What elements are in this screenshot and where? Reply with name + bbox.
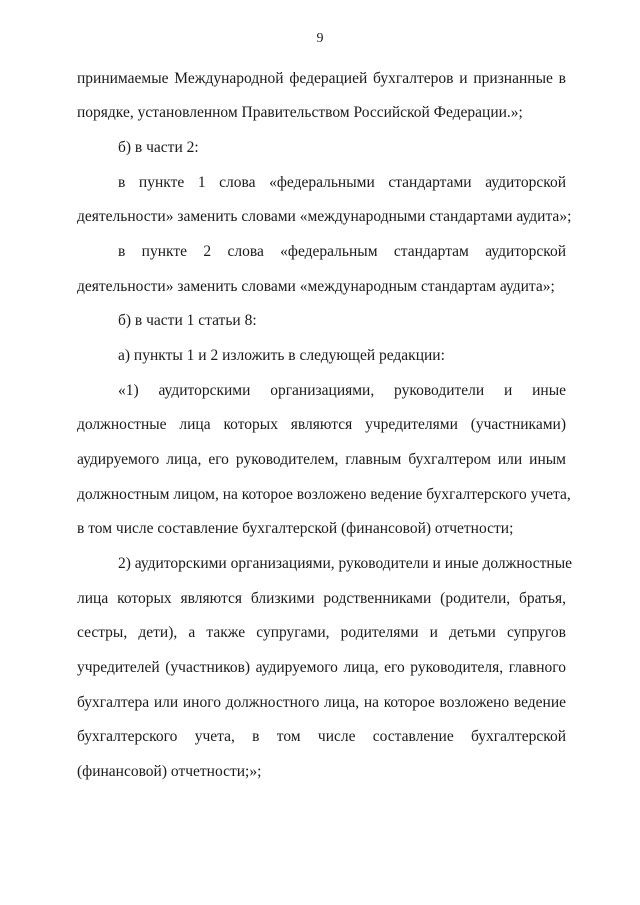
text-line: аудируемого лица, его руководителем, главным бухгалтером или иным — [77, 451, 566, 468]
text-line: (финансовой) отчетности;»; — [77, 763, 262, 780]
text-line: б) в части 2: — [118, 139, 199, 156]
text-line: сестры, дети), а также супругами, родителями и детьми супругов — [77, 624, 566, 641]
text-line: а) пункты 1 и 2 изложить в следующей редакции: — [118, 347, 445, 364]
text-line: должностные лица которых являются учредителями (участниками) — [77, 416, 566, 433]
text-line: принимаемые Международной федерацией бухгалтеров и признанные в — [77, 70, 566, 87]
text-line: в том числе составление бухгалтерской (финансовой) отчетности; — [77, 520, 514, 537]
text-line: «1) аудиторскими организациями, руководители и иные — [118, 382, 566, 399]
text-line: деятельности» заменить словами «международными стандартами аудита»; — [77, 208, 572, 225]
text-line: должностным лицом, на которое возложено ведение бухгалтерского учета, — [77, 486, 571, 503]
text-line: бухгалтера или иного должностного лица, на которое возложено ведение — [77, 694, 566, 711]
text-line: в пункте 2 слова «федеральным стандартам аудиторской — [118, 243, 566, 260]
text-line: деятельности» заменить словами «международным стандартам аудита»; — [77, 278, 555, 295]
text-line: порядке, установленном Правительством Российской Федерации.»; — [77, 104, 523, 121]
text-line: учредителей (участников) аудируемого лица, его руководителя, главного — [77, 659, 566, 676]
text-line: лица которых являются близкими родственниками (родители, братья, — [77, 590, 566, 607]
page-number: 9 — [316, 31, 324, 46]
text-line: б) в части 1 статьи 8: — [118, 312, 257, 329]
text-line: 2) аудиторскими организациями, руководители и иные должностные — [118, 555, 573, 572]
text-line: в пункте 1 слова «федеральными стандартами аудиторской — [118, 174, 566, 191]
text-line: бухгалтерского учета, в том числе составление бухгалтерской — [77, 728, 566, 745]
